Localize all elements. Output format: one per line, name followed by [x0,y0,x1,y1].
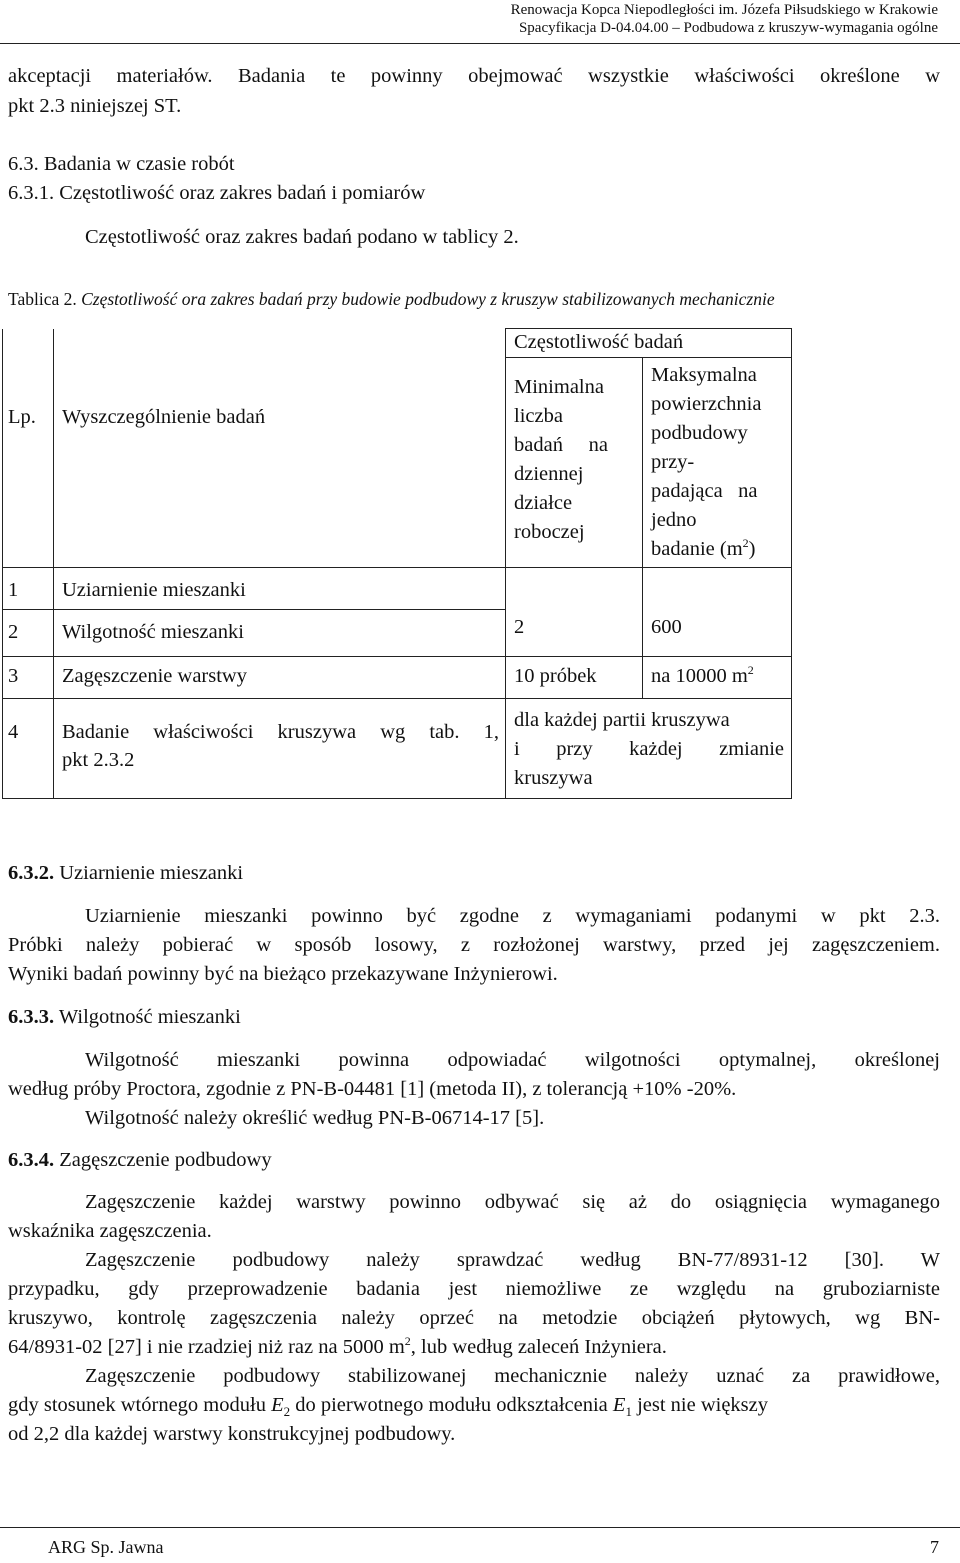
column-header-max-line-1: Maksymalna [651,364,757,386]
section-heading-6-3: 6.3. Badania w czasie robót [8,153,235,175]
column-header-min-line-6: roboczej [514,521,585,543]
table-row-3-lp: 3 [8,665,19,687]
section-6-3-4-p2-line-1: Zagęszczenie podbudowy należy sprawdzać według BN-77/8931-12 [30]. W [85,1249,940,1271]
intro-line-1: akceptacji materiałów. Badania te powinny obejmować wszystkie właściwości określone w [8,65,940,87]
column-header-max-line-3: podbudowy [651,422,748,444]
document-header-spec: Spacyfikacja D-04.04.00 – Podbudowa z kruszyw-wymagania ogólne [518,20,938,36]
footer-company: ARG Sp. Jawna [48,1537,164,1557]
section-6-3-4-p1-line-1: Zagęszczenie każdej warstwy powinno odbywać się aż do osiągnięcia wymaganego [85,1191,940,1213]
column-header-max-line-6: jedno [651,509,697,531]
column-header-min-line-1: Minimalna [514,376,604,398]
footer-divider [0,1527,960,1528]
table-row-2-desc: Wilgotność mieszanki [62,621,244,643]
column-header-max-line-7: badanie $(m^2)$ [651,536,756,560]
column-header-min-line-3: badań na [514,434,608,456]
table-row-4-lp: 4 [8,721,19,743]
section-6-3-2-line-2: Próbki należy pobierać w sposób losowy, z rozłożonej warstwy, przed jej zagęszczeniem. [8,934,940,956]
column-header-min-line-5: działce [514,492,573,514]
column-header-min-line-4: dziennej [514,463,584,485]
section-6-3-3-line-2: według próby Proctora, zgodnie z PN-B-04481 [1] (metoda II), z tolerancją +10% -20%. [8,1078,737,1100]
header-divider [0,43,960,44]
footer-page-number: 7 [930,1537,939,1557]
section-6-3-4-p2-line-4: 64/8931-02 [27] i nie rzadziej niż raz na 5000 $m^2$, lub według zaleceń Inżyniera. [8,1334,667,1358]
table-row-4-freq-line-1: dla każdej partii kruszywa [514,709,730,731]
column-header-max-line-5: padająca na [651,480,758,502]
section-paragraph: Częstotliwość oraz zakres badań podano w tablicy 2. [85,226,519,248]
table-row-3-desc: Zagęszczenie warstwy [62,665,247,687]
table-row-2-lp: 2 [8,621,19,643]
table-row-1-lp: 1 [8,579,19,601]
section-6-3-4-p3-line-3: od 2,2 dla każdej warstwy konstrukcyjnej podbudowy. [8,1423,456,1445]
table-shared-min: 2 [514,616,525,638]
section-number: 6.3.1. [8,182,55,204]
section-heading-6-3-3: 6.3.3. Wilgotność mieszanki [8,1006,241,1028]
section-6-3-4-p2-line-2: przypadku, gdy przeprowadzenie badania jest niemożliwe ze względu na gruboziarniste [8,1278,940,1300]
column-header-max-line-4: przy- [651,451,695,473]
section-heading-6-3-4: 6.3.4. Zagęszczenie podbudowy [8,1149,272,1171]
column-header-min-line-2: liczba [514,405,563,427]
section-6-3-3-line-3: Wilgotność należy określić według PN-B-06714-17 [5]. [85,1107,545,1129]
table-row-3-max: na 10000 $m^2$ [651,663,754,687]
table-row-4-desc-line-1: Badanie właściwości kruszywa wg tab. 1, [62,721,499,743]
table-row-4-freq-line-3: kruszywa [514,767,593,789]
table-label: Tablica 2. [8,289,77,309]
section-6-3-4-p3-line-1: Zagęszczenie podbudowy stabilizowanej mechanicznie należy uznać za prawidłowe, [85,1365,940,1387]
section-6-3-2-line-3: Wyniki badań powinny być na bieżąco przekazywane Inżynierowi. [8,963,558,985]
table-row-1-desc: Uziarnienie mieszanki [62,579,246,601]
section-6-3-3-line-1: Wilgotność mieszanki powinna odpowiadać wilgotności optymalnej, określonej [85,1049,940,1071]
table-shared-max: 600 [651,616,682,638]
table-row-4-freq-line-2: i przy każdej zmianie [514,738,784,760]
table-row-4-desc-line-2: pkt 2.3.2 [62,749,135,771]
section-6-3-4-p3-line-2: gdy stosunek wtórnego modułu $E_2$ do pierwotnego modułu odkształcenia $E_1$ jest nie większy [8,1394,769,1420]
column-header-lp: Lp. [8,406,36,428]
table-row-3-min: 10 próbek [514,665,597,687]
column-header-frequency: Częstotliwość badań [514,331,684,353]
section-6-3-2-line-1: Uziarnienie mieszanki powinno być zgodne z wymaganiami podanymi w pkt 2.3. [85,905,940,927]
table-caption [8,289,775,310]
section-title: Częstotliwość oraz zakres badań i pomiarów [54,182,426,204]
intro-line-2: pkt 2.3 niniejszej ST. [8,95,182,117]
table-title: Częstotliwość ora zakres badań przy budowie podbudowy z kruszyw stabilizowanych mechanicznie [76,289,775,309]
section-heading-6-3-2: 6.3.2. Uziarnienie mieszanki [8,862,244,884]
column-header-max-line-2: powierzchnia [651,393,762,415]
section-6-3-4-p2-line-3: kruszywo, kontrolę zagęszczenia należy oprzeć na metodzie obciążeń płytowych, wg BN- [8,1307,940,1329]
section-6-3-4-p1-line-2: wskaźnika zagęszczenia. [8,1220,212,1242]
column-header-description: Wyszczególnienie badań [62,406,266,428]
section-heading-6-3-1 [8,179,425,208]
document-header-title: Renowacja Kopca Niepodległości im. Józefa Piłsudskiego w Krakowie [510,2,938,18]
